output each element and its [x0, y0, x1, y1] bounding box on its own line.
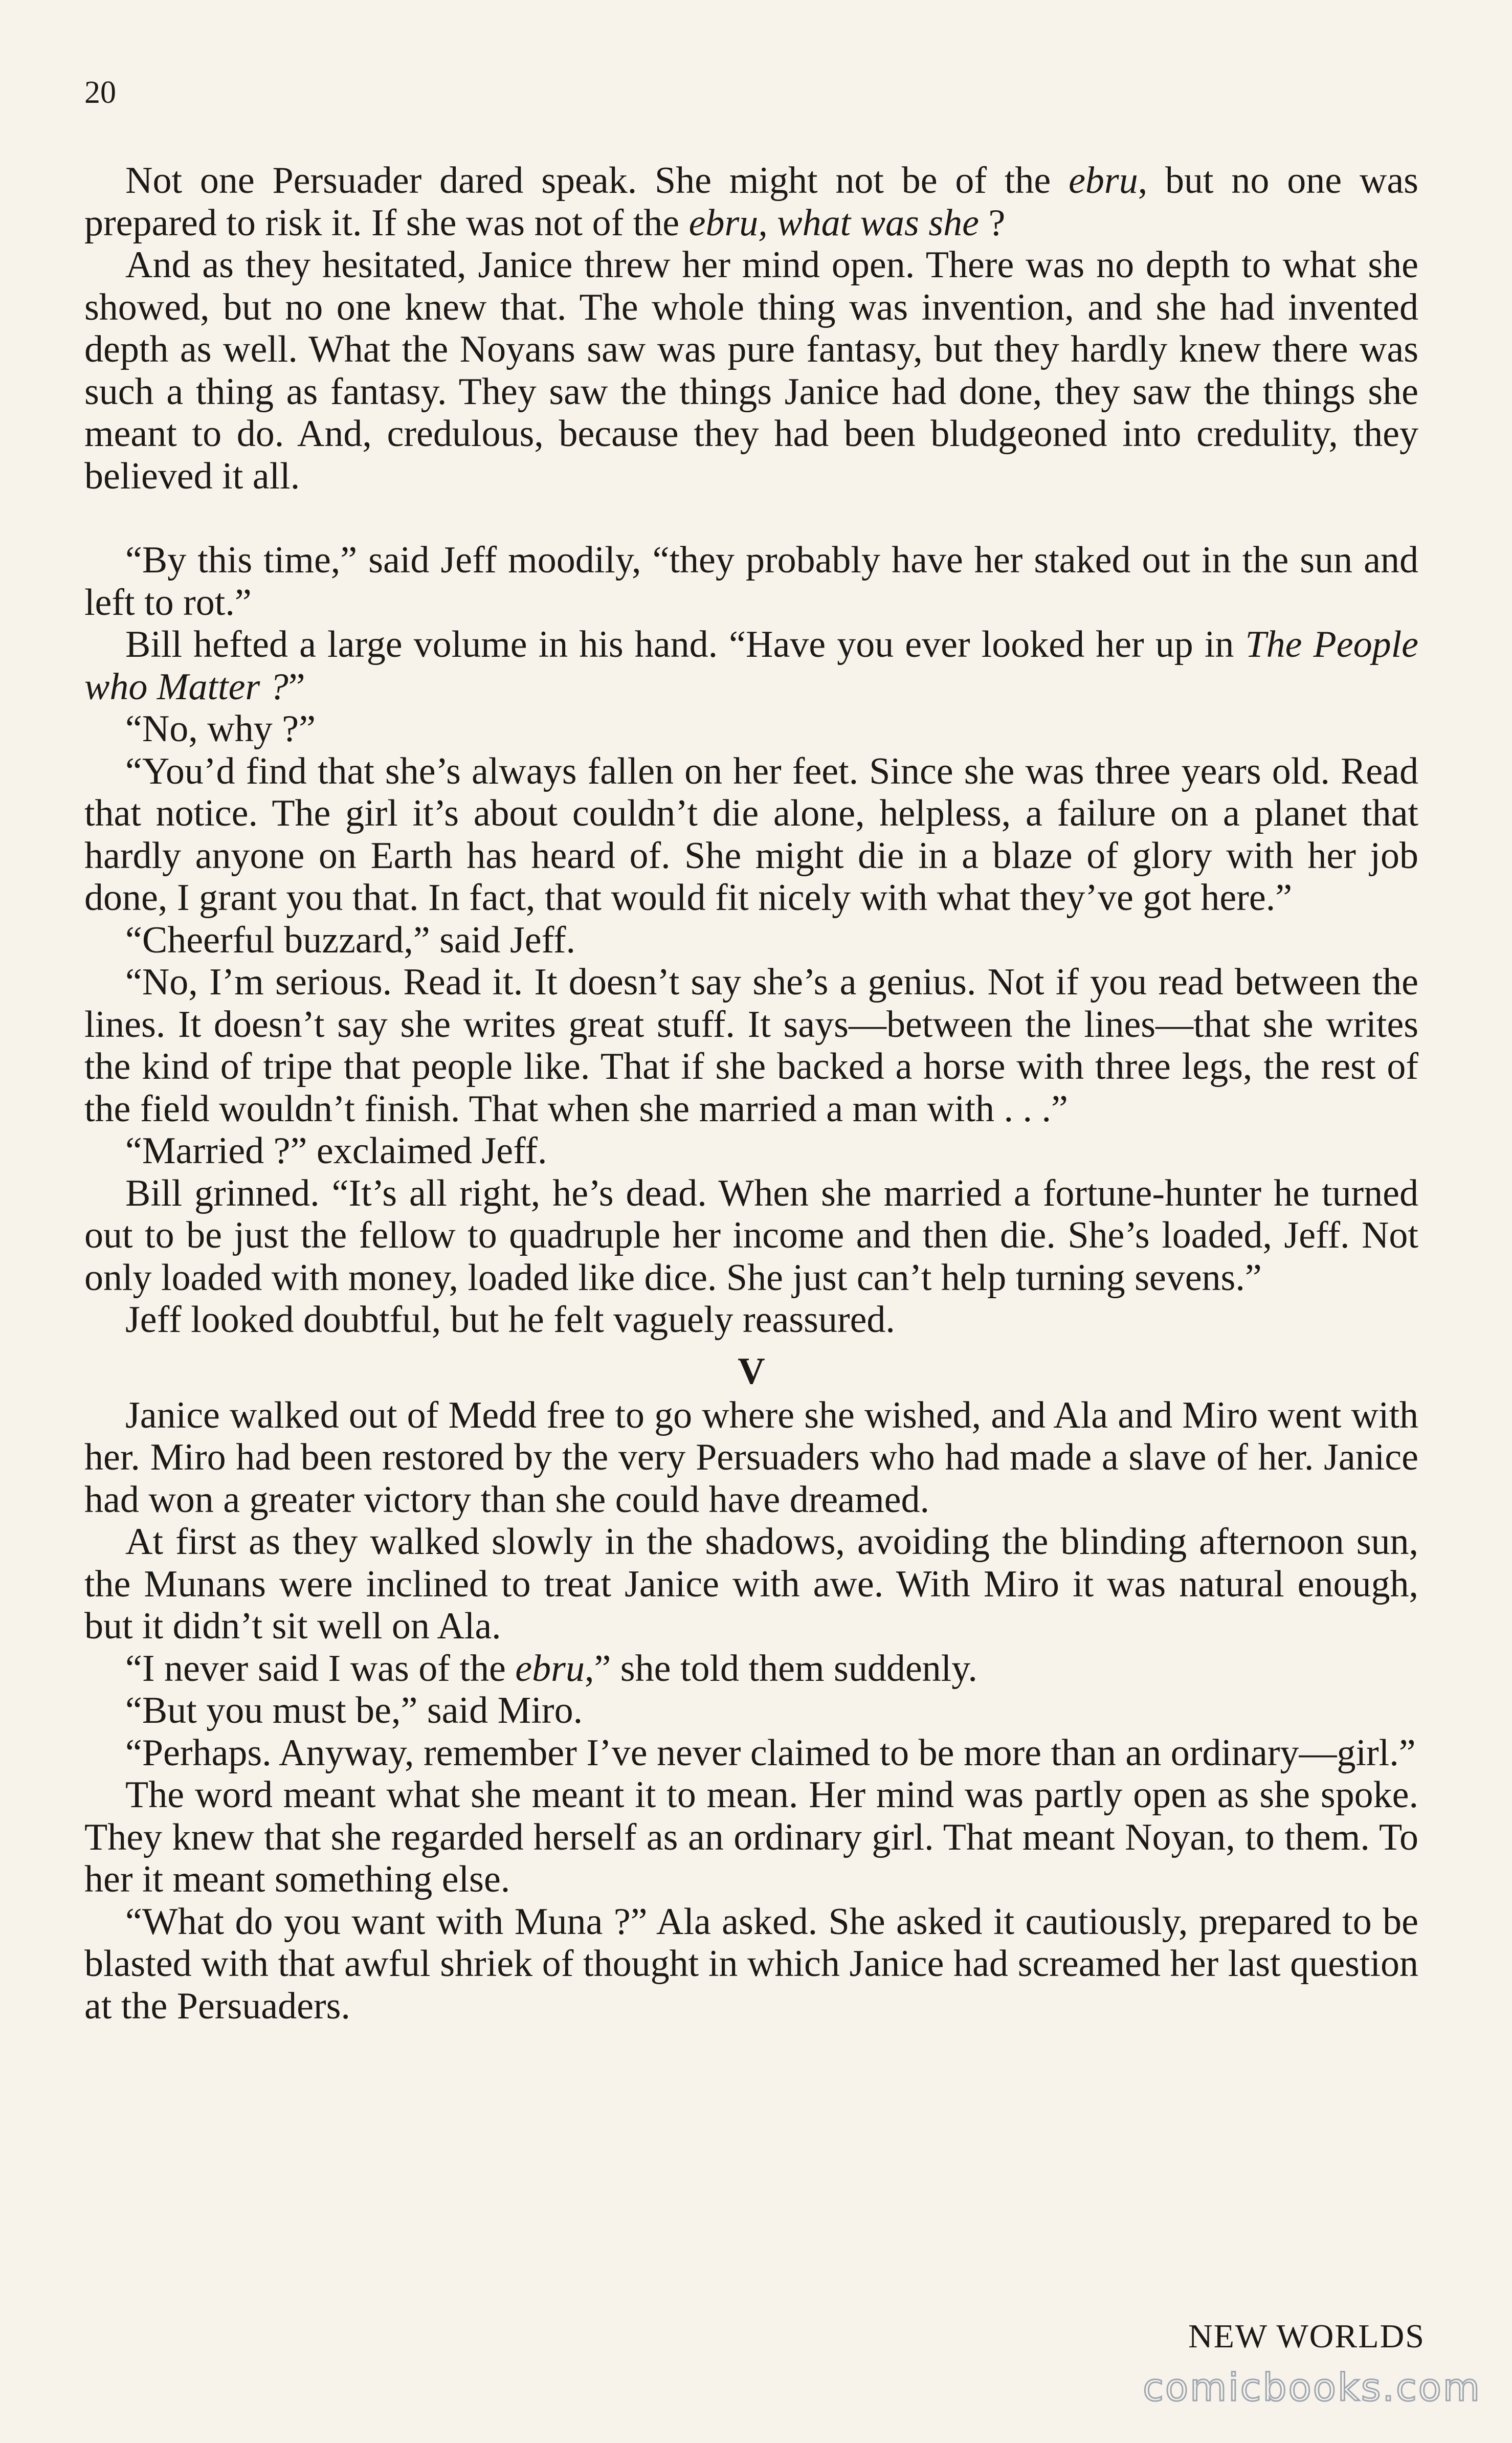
scene-break	[84, 497, 1418, 539]
paragraph	[84, 1394, 1418, 1521]
paragraph	[84, 961, 1418, 1130]
paragraph	[84, 539, 1418, 624]
text-run: “But you must be,” said Miro.	[125, 1690, 583, 1731]
text-run: “Perhaps. Anyway, remember I’ve never claimed to be more than an ordinary—girl.”	[125, 1731, 1416, 1774]
italic-text: ebru	[515, 1647, 585, 1690]
italic-text: The People who Matter ?	[84, 624, 1418, 708]
paragraph	[84, 1130, 1418, 1172]
watermark-logo: comicbooks.com	[1143, 2366, 1481, 2410]
paragraph	[84, 1172, 1418, 1299]
text-run: , but no one was prepared to risk it. If she was not of the	[84, 160, 1418, 244]
paragraph	[84, 1521, 1418, 1648]
article-body	[84, 160, 1418, 2027]
page-number: 20	[84, 75, 116, 110]
text-run: ,” she told them suddenly.	[584, 1647, 977, 1690]
text-run: “By this time,” said Jeff moodily, “they probably have her staked out in the sun and left to rot.”	[84, 539, 1418, 624]
paragraph-group-middle	[84, 539, 1418, 1341]
paragraph	[84, 624, 1418, 708]
paragraph	[84, 919, 1418, 962]
paragraph	[84, 1648, 1418, 1690]
text-run: ”	[288, 665, 305, 708]
italic-text: ebru, what was she	[688, 202, 979, 244]
text-run: “No, I’m serious. Read it. It doesn’t say she’s a genius. Not if you read between the lines. It doesn’t say she writes great stuff. It says—between the lines—that she writes the kind of tripe that people like. That if she backed a horse with three legs, the rest of the field wouldn’t finish. That when she married a man with . . .”	[84, 961, 1418, 1130]
text-run: And as they hesitated, Janice threw her mind open. There was no depth to what she showed, but no one knew that. The whole thing was invention, and she had invented depth as well. What the Noyans saw was pure fantasy, but they hardly knew there was such a thing as fantasy. They saw the things Janice had done, they saw the things she meant to do. And, credulous, because they had been bludgeoned into credulity, they believed it all.	[84, 244, 1418, 497]
paragraph	[84, 750, 1418, 919]
text-run: Janice walked out of Medd free to go where she wished, and Ala and Miro went with her. Miro had been restored by the very Persuaders who had made a slave of her. Janice had won a greater victory than she could have dreamed.	[84, 1394, 1418, 1521]
text-run: “No, why ?”	[125, 708, 316, 750]
italic-text: ebru	[1069, 160, 1138, 202]
text-run: “Cheerful buzzard,” said Jeff.	[125, 919, 576, 961]
text-run: “You’d find that she’s always fallen on her feet. Since she was three years old. Read that notice. The girl it’s about couldn’t die alone, helpless, a failure on a planet that hardly anyone on Earth has heard of. She might die in a blaze of glory with her job done, I grant you that. In fact, that would fit nicely with what they’ve got here.”	[84, 750, 1418, 919]
text-run: “What do you want with Muna ?” Ala asked. She asked it cautiously, prepared to be blasted with that awful shriek of thought in which Janice had screamed her last question at the Persuaders.	[84, 1900, 1418, 2027]
paragraph	[84, 1732, 1418, 1774]
text-run: At first as they walked slowly in the shadows, avoiding the blinding afternoon sun, the Munans were inclined to treat Janice with awe. With Miro it was natural enough, but it didn’t sit well on Ala.	[84, 1521, 1418, 1647]
section-heading: V	[738, 1350, 765, 1392]
text-run: “Married ?” exclaimed Jeff.	[125, 1130, 547, 1172]
paragraph	[84, 244, 1418, 497]
text-run: ?	[979, 202, 1006, 244]
text-run: Bill hefted a large volume in his hand. “Have you ever looked her up in	[125, 624, 1246, 665]
paragraph	[84, 1690, 1418, 1732]
paragraph	[84, 1774, 1418, 1901]
text-run: Jeff looked doubtful, but he felt vaguely reassured.	[125, 1299, 895, 1341]
paragraph	[84, 1901, 1418, 2028]
text-run: The word meant what she meant it to mean. Her mind was partly open as she spoke. They knew that she regarded herself as an ordinary girl. That meant Noyan, to them. To her it meant something else.	[84, 1774, 1418, 1900]
paragraph-group-top	[84, 160, 1418, 497]
running-footer: NEW WORLDS	[1188, 2318, 1425, 2355]
paragraph	[84, 708, 1418, 750]
text-run: Bill grinned. “It’s all right, he’s dead. When she married a fortune-hunter he turned out to be just the fellow to quadruple her income and then die. She’s loaded, Jeff. Not only loaded with money, loaded like dice. She just can’t help turning sevens.”	[84, 1172, 1418, 1299]
text-run: Not one Persuader dared speak. She might not be of the	[125, 160, 1069, 202]
paragraph-group-bottom	[84, 1394, 1418, 2028]
text-run: “I never said I was of the	[125, 1647, 516, 1690]
paragraph	[84, 1299, 1418, 1341]
paragraph	[84, 160, 1418, 244]
